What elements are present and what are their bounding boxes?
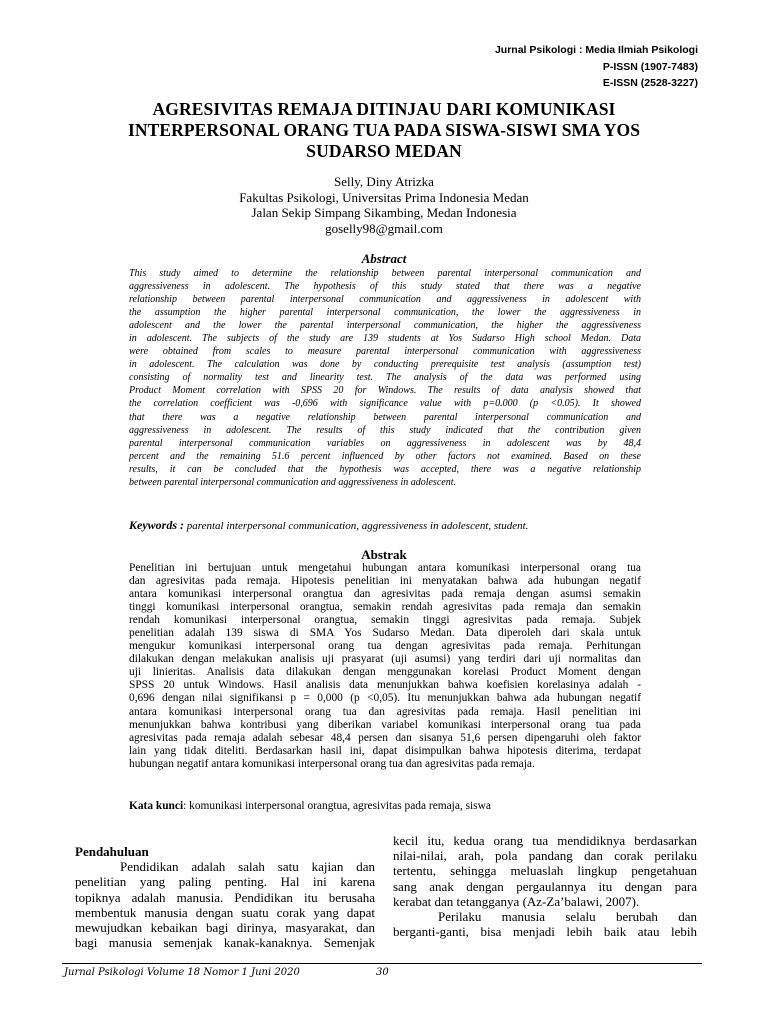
abstrak-line: penelitian adalah 139 siswa di SMA Yos Sudarso Medan. Data diperoleh dari skala untuk: [129, 627, 641, 640]
abstract-heading: Abstract: [361, 251, 407, 266]
abstract-line: were obtained from scales to measure parental interpersonal communication with aggressiveness: [129, 346, 641, 358]
abstrak-line: dilakukan dengan melakukan analisis uji prasyarat (uji asumsi) yang terdiri dari uji normalitas dan: [129, 653, 641, 666]
kata-kunci-text: : komunikasi interpersonal orangtua, agresivitas pada remaja, siswa: [183, 800, 491, 812]
abstrak-line: lain yang tidak diteliti. Berdasarkan hasil ini, dapat disimpulkan bahwa hipotesis diterima, terdapat: [129, 744, 641, 757]
keywords-id: [129, 800, 649, 812]
author-block: [90, 174, 678, 236]
abstract-id-body: [129, 562, 641, 771]
abstrak-line: menunjukkan bahwa kontribusi yang diberikan variabel komunikasi interpersonal orang tua pada: [129, 718, 641, 731]
abstract-line: Product Moment correlation with SPSS 20 for Windows. The results of data analysis showed that: [129, 385, 641, 397]
body-line: membentuk manusia dengan suatu corak yang dapat: [75, 904, 375, 920]
body-line: Pendidikan adalah salah satu kajian dan: [120, 859, 375, 875]
e-issn: E-ISSN (2528-3227): [602, 77, 698, 89]
body-line: mewujudkan kebaikan bagi dirinya, masyarakat, dan: [75, 920, 375, 936]
abstract-en-body: [129, 267, 641, 489]
abstract-line: that there was a negative relationship between parental interpersonal communication and: [129, 411, 641, 423]
journal-name: Jurnal Psikologi : Media Ilmiah Psikologi: [494, 44, 698, 56]
body-line: penelitian yang paling penting. Hal ini karena: [75, 874, 375, 890]
abstrak-line: SPSS 20 untuk Windows. Hasil analisis data menunjukkan bahwa koefisien korelasinya adalah -: [129, 679, 641, 692]
body-line: kecil itu, kedua orang tua mendidiknya berdasarkan: [393, 833, 697, 848]
abstrak-line: antara komunikasi interpersonal orang tua dan agresivitas pada remaja. Hasil penelitian ini: [129, 705, 641, 718]
abstract-line: aggressiveness in adolescent. The results of this study indicated that the contribution given: [129, 424, 641, 436]
footer-divider: [62, 963, 702, 964]
abstrak-line: hubungan negatif antara komunikasi interpersonal orang tua dan agresivitas pada remaja.: [129, 757, 535, 770]
abstract-line: parental interpersonal communication variables on aggressiveness in adolescent was by 48,4: [129, 437, 641, 449]
abstrak-line: antara komunikasi interpersonal orangtua dan agresivitas pada remaja dengan asumsi semakin: [129, 588, 641, 601]
abstract-line: the correlation coefficient was -0,696 with significance value with p=0.000 (p <0.05). It showed: [129, 398, 641, 410]
abstract-line: percent and the remaining 51.6 percent influenced by other factors not examined. Based on these: [129, 450, 641, 462]
abstrak-line: agresivitas pada remaja adalah sebesar 48,4 persen dan sisanya 51,6 persen dipengaruhi oleh faktor: [129, 731, 641, 744]
abstrak-line: mengukur komunikasi interpersonal orang tua dengan agresivitas pada remaja. Perhitungan: [129, 640, 641, 653]
kata-kunci-label: Kata kunci: [129, 800, 184, 812]
body-line: bagi manusia semenjak kanak-kanaknya. Semenjak: [75, 935, 375, 951]
footer-journal: Jurnal Psikologi Volume 18 Nomor 1 Juni 2020: [64, 967, 300, 978]
keywords-label: Keywords :: [129, 518, 184, 532]
body-line: Perilaku manusia selalu berubah dan: [438, 909, 697, 925]
abstract-line: in adolescent. The subjects of the study are 139 students at Yos Sudarso High school Medan. Data: [129, 333, 641, 345]
keywords-text: parental interpersonal communication, aggressiveness in adolescent, student.: [184, 520, 529, 532]
abstrak-line: Penelitian ini bertujuan untuk mengetahui hubungan antara komunikasi interpersonal orang tua: [129, 562, 641, 574]
title-line: AGRESIVITAS REMAJA DITINJAU DARI KOMUNIKASI: [152, 99, 616, 119]
body-line: kerabat dan tetangganya (Az-Za’balawi, 2007).: [393, 893, 640, 909]
page-number: 30: [376, 967, 389, 978]
body-line: nilai-nilai, arah, pola pandang dan corak perilaku: [393, 848, 697, 864]
abstract-line: aggressiveness in adolescent. The hypothesis of this study stated that there was a negative: [129, 281, 641, 293]
abstrak-line: rendah komunikasi interpersonal orangtua, semakin tinggi agresivitas pada remaja. Subjek: [129, 614, 641, 627]
abstract-line: the assumption the higher parental interpersonal communication, the lower the aggressiveness in: [129, 307, 641, 319]
body-line: tertentu, sehingga meluaslah lingkup pengetahuan: [393, 863, 697, 879]
keywords-en: [129, 518, 649, 533]
abstrak-heading: Abstrak: [361, 547, 407, 562]
section-heading: Pendahuluan: [75, 844, 149, 859]
author-names: Selly, Diny Atrizka: [334, 174, 434, 189]
title-line: SUDARSO MEDAN: [306, 141, 462, 161]
abstract-line: between parental interpersonal communication and aggressiveness in adolescent.: [129, 476, 456, 488]
abstrak-line: uji linieritas. Analisis data dilakukan dengan menggunakan korelasi Product Moment dengan: [129, 666, 641, 679]
title-line: INTERPERSONAL ORANG TUA PADA SISWA-SISWI SMA YOS: [127, 120, 641, 140]
intro-right-column: [393, 833, 697, 939]
body-line: sang anak dengan pergaulannya itu dengan para: [393, 878, 697, 894]
author-affiliation: Fakultas Psikologi, Universitas Prima Indonesia Medan: [239, 189, 529, 205]
body-line: topiknya adalah manusia. Pendidikan itu berusaha: [75, 889, 375, 905]
abstract-line: results, it can be concluded that the hypothesis was accepted, there was a negative relationship: [129, 463, 641, 475]
abstract-line: consisting of normality test and linearity test. The analysis of the data was performed using: [129, 372, 641, 384]
author-email: goselly98@gmail.com: [325, 220, 443, 236]
abstract-line: This study aimed to determine the relationship between parental interpersonal communication and: [129, 268, 641, 279]
paper-title: [90, 99, 678, 162]
abstract-line: in adolescent. The calculation was done by conducting prerequisite test analysis (assumption test): [129, 359, 641, 371]
abstrak-line: tinggi komunikasi interpersonal orangtua, semakin rendah agresivitas pada remaja dan semakin: [129, 601, 641, 614]
page-footer: [64, 967, 389, 978]
intro-left-column: [75, 844, 375, 950]
abstrak-line: dan agresivitas pada remaja. Hipotesis penelitian ini menyatakan bahwa ada hubungan negatif: [129, 575, 641, 588]
author-address: Jalan Sekip Simpang Sikambing, Medan Indonesia: [251, 205, 517, 220]
abstract-line: adolescent and the lower the parental interpersonal communication, the higher the aggressiveness: [129, 320, 641, 332]
body-line: berganti-ganti, bisa menjadi lebih baik atau lebih: [393, 924, 697, 940]
journal-header: [495, 42, 698, 92]
abstrak-line: 0,696 dengan nilai signifikansi p = 0,000 (p <0,05). Itu menunjukkan bahwa ada hubungan negatif: [129, 692, 641, 705]
p-issn: P-ISSN (1907-7483): [602, 60, 698, 73]
abstract-line: relationship between parental interpersonal communication and aggressiveness in adolescent with: [129, 294, 641, 306]
